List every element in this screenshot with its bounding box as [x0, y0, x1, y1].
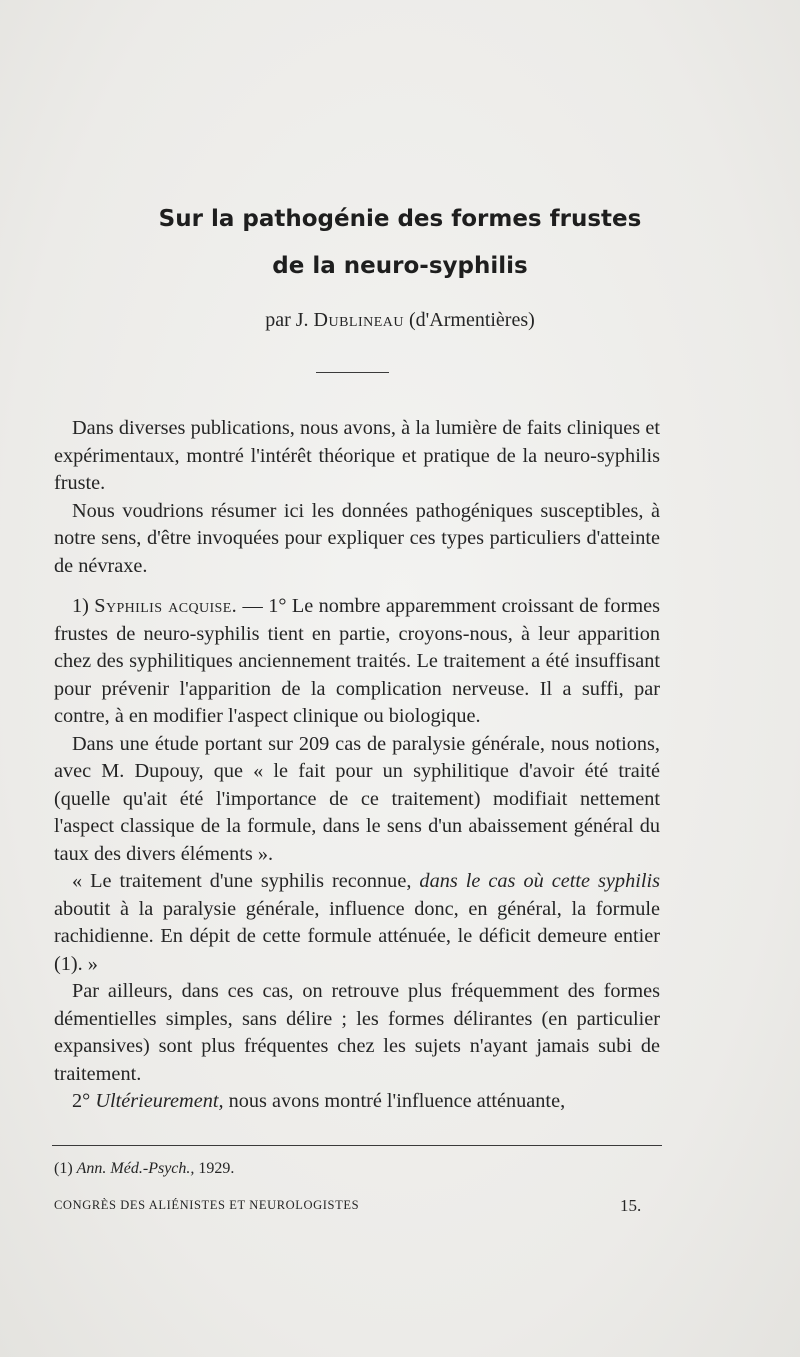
author-affiliation: (d'Armentières) — [404, 309, 535, 331]
section-number: 1) — [72, 595, 95, 617]
running-footer: CONGRÈS DES ALIÉNISTES ET NEUROLOGISTES — [54, 1198, 360, 1212]
byline — [0, 309, 800, 332]
paragraph-7 — [54, 1088, 660, 1116]
paragraph-5-italic: dans le cas où cette syphilis — [419, 870, 661, 892]
paragraph-2: Nous voudrions résumer ici les données pathogéniques susceptibles, à notre sens, d'être invoquées pour expliquer ces types particuliers d'atteinte de névraxe. — [54, 499, 660, 577]
footnote-journal: Ann. Méd.-Psych., — [76, 1160, 195, 1177]
article-body — [54, 415, 660, 1116]
paragraph-5 — [54, 868, 660, 978]
paragraph-5-after: aboutit à la paralysie générale, influence donc, en général, la formule rachidienne. En dépit de cette formule atténuée, le déficit demeure entier (1). » — [54, 897, 660, 975]
author-name: Dublineau — [313, 309, 405, 331]
paragraph-4: Dans une étude portant sur 209 cas de paralysie générale, nous notions, avec M. Dupouy, que « le fait pour un syphilitique d'avoir été traité (quelle qu'ait été l'importance de ce traitement) modifiait nettement l'aspect classique de la formule, dans le sens d'un abaissement général du taux des divers éléments ». — [54, 732, 660, 865]
article-title-line-2: de la neuro-syphilis — [272, 253, 528, 279]
page-number: 15. — [620, 1196, 642, 1215]
footnote-rule — [52, 1145, 662, 1146]
footnote — [54, 1160, 234, 1178]
title-separator — [316, 372, 389, 373]
article-title-line-1: Sur la pathogénie des formes frustes — [158, 206, 642, 232]
paragraph-7-after: nous avons montré l'influence atténuante, — [223, 1090, 566, 1112]
footnote-year: 1929. — [194, 1160, 235, 1177]
paragraph-1: Dans diverses publications, nous avons, à la lumière de faits cliniques et expérimentaux, montré l'intérêt théorique et pratique de la neuro-syphilis fruste. — [54, 417, 660, 494]
section-heading: Syphilis acquise. — [94, 595, 238, 617]
paragraph-5-before: « Le traitement d'une syphilis reconnue, — [72, 870, 420, 892]
paragraph-3-text: — 1° Le nombre apparemment croissant de formes frustes de neuro-syphilis tient en partie, croyons-nous, à leur apparition chez des syphilitiques anciennement traités. Le traitement a été insuffisant pour prévenir l'apparition de la complication nerveuse. Il a suffi, par contre, à en modifier l'aspect clinique ou biologique. — [54, 595, 660, 727]
byline-prefix: par J. — [265, 309, 314, 331]
paragraph-7-italic: Ultérieurement, — [95, 1090, 224, 1112]
paragraph-7-number: 2° — [72, 1090, 96, 1112]
paragraph-6: Par ailleurs, dans ces cas, on retrouve plus fréquemment des formes démentielles simples, sans délire ; les formes délirantes (en particulier expansives) sont plus fréquentes chez les sujets n'ayant jamais subi de traitement. — [54, 980, 660, 1085]
footnote-marker: (1) — [54, 1160, 77, 1177]
paragraph-3 — [54, 593, 660, 731]
